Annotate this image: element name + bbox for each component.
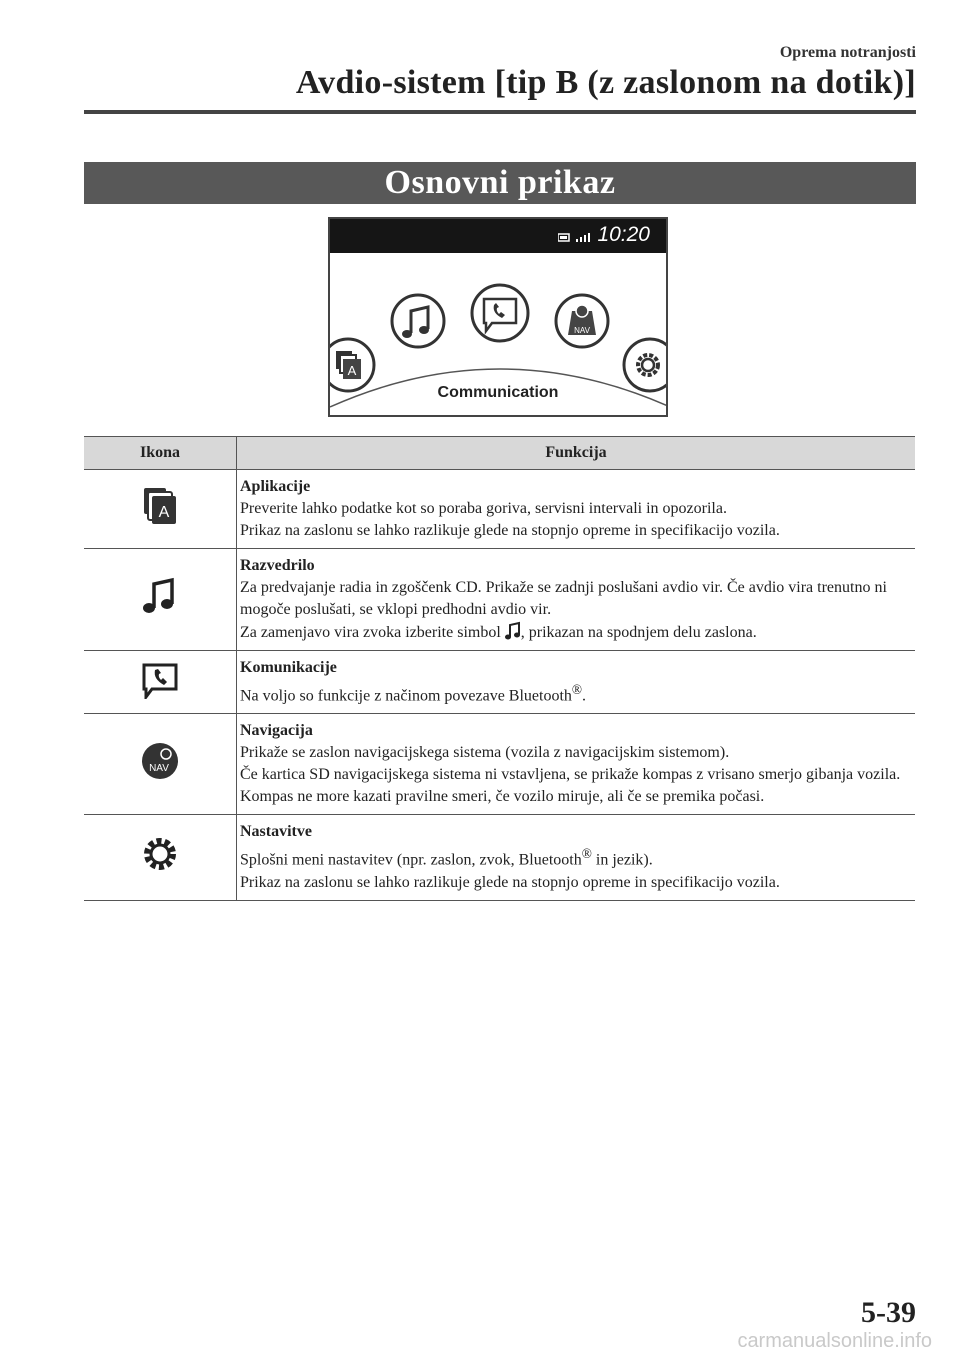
svg-text:A: A xyxy=(347,363,357,378)
applications-icon xyxy=(140,486,180,526)
phone-icon xyxy=(140,659,180,699)
music-note-icon xyxy=(140,576,180,616)
icon-cell xyxy=(84,549,237,651)
status-bar xyxy=(330,219,666,253)
function-cell xyxy=(237,815,916,900)
signal-icon xyxy=(558,232,594,244)
table-row xyxy=(84,470,915,549)
function-text: Splošni meni nastavitev (npr. zaslon, zvok, Bluetooth® in jezik). xyxy=(240,846,653,869)
table-row xyxy=(84,714,915,815)
function-title: Navigacija xyxy=(240,722,313,740)
function-text: Preverite lahko podatke kot so poraba goriva, servisni intervali in opozorila. xyxy=(240,500,727,517)
icon-cell xyxy=(84,714,237,815)
watermark: carmanualsonline.info xyxy=(737,1330,932,1352)
navigation-icon[interactable] xyxy=(556,295,608,347)
function-cell xyxy=(237,470,916,549)
table-row xyxy=(84,549,915,651)
function-text: Kompas ne more kazati pravilne smeri, če vozilo miruje, ali če se premika počasi. xyxy=(240,788,765,806)
home-screen-illustration xyxy=(328,217,668,417)
function-title: Komunikacije xyxy=(240,659,337,676)
function-title: Aplikacije xyxy=(240,478,311,495)
carousel-label: Communication xyxy=(437,384,559,401)
function-text: Na voljo so funkcije z načinom povezave Bluetooth®. xyxy=(240,682,587,705)
table-row xyxy=(84,815,915,900)
navigation-icon xyxy=(140,741,180,781)
icon-function-table xyxy=(84,436,915,901)
page-title: Avdio-sistem [tip B (z zaslonom na dotik)] xyxy=(295,64,916,101)
icon-cell xyxy=(84,815,237,900)
function-cell xyxy=(237,714,916,815)
svg-text:NAV: NAV xyxy=(149,762,169,774)
section-title: Osnovni prikaz xyxy=(84,162,916,204)
icon-cell xyxy=(84,470,237,549)
column-header-icon: Ikona xyxy=(84,437,237,470)
gear-icon xyxy=(140,834,180,874)
function-text: Prikaz na zaslonu se lahko razlikuje glede na stopnjo opreme in specifikacijo vozila. xyxy=(240,522,780,539)
table-header-row xyxy=(84,437,915,470)
page-number: 5-39 xyxy=(861,1296,916,1329)
function-text: Za predvajanje radia in zgoščenk CD. Prikaže se zadnji poslušani avdio vir. Če avdio vira trenutno ni mogoče poslušati, se vklopi predhodni avdio vir. xyxy=(240,579,887,618)
function-text: Za zamenjavo vira zvoka izberite simbol , prikazan na spodnjem delu zaslona. xyxy=(240,621,911,644)
function-title: Nastavitve xyxy=(240,823,312,841)
function-title: Razvedrilo xyxy=(240,557,315,574)
music-note-icon xyxy=(505,621,521,641)
icon-cell xyxy=(84,651,237,714)
music-note-icon[interactable] xyxy=(392,295,444,347)
chapter-label: Oprema notranjosti xyxy=(779,44,916,61)
function-cell xyxy=(237,549,916,651)
function-cell xyxy=(237,651,916,714)
function-text: Prikaz na zaslonu se lahko razlikuje glede na stopnjo opreme in specifikacijo vozila. xyxy=(240,873,780,891)
svg-text:NAV: NAV xyxy=(574,326,590,335)
table-row xyxy=(84,651,915,714)
phone-icon[interactable] xyxy=(472,285,528,341)
clock: 10:20 xyxy=(597,223,650,246)
column-header-function: Funkcija xyxy=(237,437,916,470)
header-rule xyxy=(84,110,916,114)
function-text: Prikaže se zaslon navigacijskega sistema (vozila z navigacijskim sistemom). xyxy=(240,744,730,762)
svg-text:A: A xyxy=(158,503,170,521)
function-text: Če kartica SD navigacijskega sistema ni vstavljena, se prikaže kompas z vrisano smerjo gibanja vozila. xyxy=(240,766,901,784)
